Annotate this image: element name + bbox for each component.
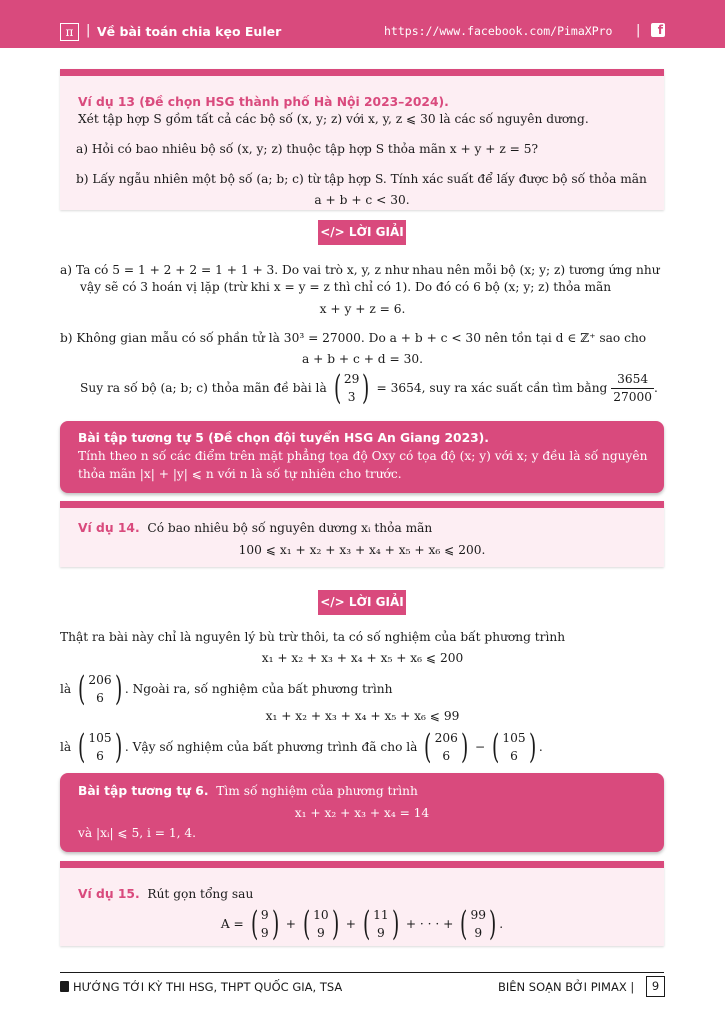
binom-top: 206	[88, 673, 112, 687]
sol13-a-eq: x + y + z = 6.	[319, 302, 406, 316]
binom-bottom: 9	[474, 926, 483, 940]
example-13-part-a: a) Hỏi có bao nhiêu bộ số (x, y; z) thuộc tập hợp S thỏa mãn x + y + z = 5?	[76, 142, 539, 156]
exercise-6-box	[60, 773, 664, 852]
exercise-6-eq: x₁ + x₂ + x₃ + x₄ = 14	[294, 806, 430, 820]
page-number: 9	[646, 976, 665, 997]
binom-top: 105	[88, 731, 112, 745]
binom-top: 9	[260, 908, 269, 922]
page-header	[0, 0, 725, 48]
exercise-6-line	[78, 784, 418, 798]
binom-9-9: ( 9 9)	[250, 904, 279, 944]
footer-divider	[60, 972, 664, 973]
example-15-title: Ví dụ 15.	[78, 887, 140, 901]
sol13-b2-mid: = 3654, suy ra xác suất cần tìm bằng	[376, 381, 608, 395]
binom-206-6-a: ( 206 6 )	[78, 669, 122, 709]
sol14-line2	[60, 668, 392, 710]
header-title: Về bài toán chia kẹo Euler	[97, 24, 282, 39]
example-13-intro: Xét tập hợp S gồm tất cả các bộ số (x, y; z) với x, y, z ⩽ 30 là các số nguyên dương.	[78, 112, 589, 126]
example-15-box	[60, 861, 664, 946]
exercise-6-title: Bài tập tương tự 6.	[78, 784, 209, 798]
binom-bottom: 9	[377, 926, 385, 940]
sol14-line3	[60, 726, 543, 768]
sol14-eq2: x₁ + x₂ + x₃ + x₄ + x₅ + x₆ ⩽ 99	[265, 709, 460, 723]
example-14-text: Có bao nhiêu bộ số nguyên dương xᵢ thỏa mãn	[147, 521, 433, 535]
sol13-b-line2	[80, 366, 658, 410]
sol13-a-line1: a) Ta có 5 = 1 + 2 + 2 = 1 + 1 + 3. Do vai trò x, y, z như nhau nên mỗi bộ (x; y; z) tương ứng như	[60, 263, 660, 277]
example-13-part-b-eq: a + b + c < 30.	[314, 193, 410, 207]
binom-top: 206	[434, 731, 458, 745]
exercise-5-title: Bài tập tương tự 5 (Đề chọn đội tuyển HSG An Giang 2023).	[78, 431, 489, 445]
sol13-a-line2: vậy sẽ có 3 hoán vị lặp (trừ khi x = y = z thì chỉ có 1). Do đó có 6 bộ (x; y; z) thỏa mãn	[80, 280, 612, 294]
plus-sign: +	[285, 917, 296, 931]
binom-105-6-a: ( 105 6 )	[78, 727, 122, 767]
example-14-eq: 100 ⩽ x₁ + x₂ + x₃ + x₄ + x₅ + x₆ ⩽ 200.	[238, 543, 486, 557]
sol14-end: .	[538, 740, 543, 754]
footer-left-text: HƯỚNG TỚI KỲ THI HSG, THPT QUỐC GIA, TSA	[73, 980, 343, 994]
example-13-box	[60, 69, 664, 210]
binom-bottom: 3	[347, 390, 356, 404]
binom-206-6-b: ( 206 6 )	[424, 727, 469, 767]
plus-sign: +	[345, 917, 357, 931]
example-13-part-b: b) Lấy ngẫu nhiên một bộ số (a; b; c) từ tập hợp S. Tính xác suất để lấy được bộ số thỏa mãn	[76, 172, 647, 186]
binom-top: 99	[470, 908, 487, 922]
sol13-b2-pre: Suy ra số bộ (a; b; c) thỏa mãn đề bài là	[80, 381, 327, 395]
probability-fraction	[611, 371, 654, 406]
example-15-line	[78, 887, 253, 901]
example-13-title: Ví dụ 13 (Đề chọn HSG thành phố Hà Nội 2023–2024).	[78, 95, 449, 109]
example-14-box	[60, 501, 664, 567]
exercise-6-text: Tìm số nghiệm của phương trình	[216, 784, 418, 798]
exercise-5-line2: thỏa mãn |x| + |y| ⩽ n với n là số tự nhiên cho trước.	[78, 467, 402, 481]
sol14-eq1: x₁ + x₂ + x₃ + x₄ + x₅ + x₆ ⩽ 200	[261, 651, 464, 665]
binom-top: 11	[373, 908, 389, 922]
binom-bottom: 9	[260, 926, 269, 940]
exercise-6-cond: và |xᵢ| ⩽ 5, i = 1, 4.	[78, 826, 197, 840]
sol13-b-eq: a + b + c + d = 30.	[302, 352, 423, 366]
binom-top: 105	[502, 731, 526, 745]
header-url-link[interactable]: https://www.facebook.com/PimaXPro	[384, 24, 613, 38]
example-15-formula	[60, 902, 664, 946]
sol14-la-1: là	[60, 682, 72, 696]
binom-10-9: ( 10 9 )	[302, 904, 339, 944]
binom-top: 10	[313, 908, 329, 922]
sol14-la-2: là	[60, 740, 72, 754]
binom-bottom: 6	[96, 691, 104, 705]
pi-logo-icon: π	[60, 23, 79, 41]
example-15-text: Rút gọn tổng sau	[147, 887, 254, 901]
header-separator: |	[86, 23, 91, 38]
binom-105-6-b: ( 105 6 )	[492, 727, 536, 767]
binom-29-3: ( 29 3 )	[333, 368, 370, 408]
binom-11-9: ( 11 9 )	[362, 904, 399, 944]
example-14-line	[78, 521, 432, 535]
sol14-line3-text: . Vậy số nghiệm của bất phương trình đã cho là	[124, 740, 418, 754]
formula-end: .	[499, 917, 504, 931]
fraction-denominator: 27000	[613, 389, 652, 404]
sol13-b2-end: .	[654, 381, 658, 395]
exercise-5-box	[60, 421, 664, 493]
book-icon	[60, 981, 69, 992]
ellipsis: + · · · +	[405, 917, 454, 931]
solution-button-1[interactable]: </> LỜI GIẢI	[318, 220, 406, 245]
formula-lhs: A =	[220, 917, 244, 931]
header-separator-right: |	[636, 23, 641, 38]
fraction-numerator: 3654	[611, 371, 654, 389]
solution-button-2[interactable]: </> LỜI GIẢI	[318, 590, 406, 615]
facebook-icon[interactable]: f	[651, 23, 665, 37]
sol14-line2-text: . Ngoài ra, số nghiệm của bất phương trình	[124, 682, 393, 696]
binom-bottom: 6	[96, 749, 104, 763]
example-14-title: Ví dụ 14.	[78, 521, 140, 535]
footer-left	[60, 980, 342, 994]
binom-bottom: 6	[442, 749, 451, 763]
sol14-line1: Thật ra bài này chỉ là nguyên lý bù trừ thôi, ta có số nghiệm của bất phương trình	[60, 630, 566, 644]
binom-99-9: ( 99 9 )	[460, 904, 497, 944]
binom-top: 29	[343, 372, 360, 386]
footer-right: BIÊN SOẠN BỞI PIMAX |	[498, 980, 635, 994]
minus-sign: −	[475, 740, 486, 754]
exercise-5-line1: Tính theo n số các điểm trên mặt phẳng tọa độ Oxy có tọa độ (x; y) với x; y đều là số nguyên	[78, 449, 648, 463]
binom-bottom: 9	[317, 926, 325, 940]
binom-bottom: 6	[510, 749, 518, 763]
sol13-b-line1: b) Không gian mẫu có số phần tử là 30³ = 27000. Do a + b + c < 30 nên tồn tại d ∈ ℤ⁺ sao cho	[60, 331, 647, 345]
